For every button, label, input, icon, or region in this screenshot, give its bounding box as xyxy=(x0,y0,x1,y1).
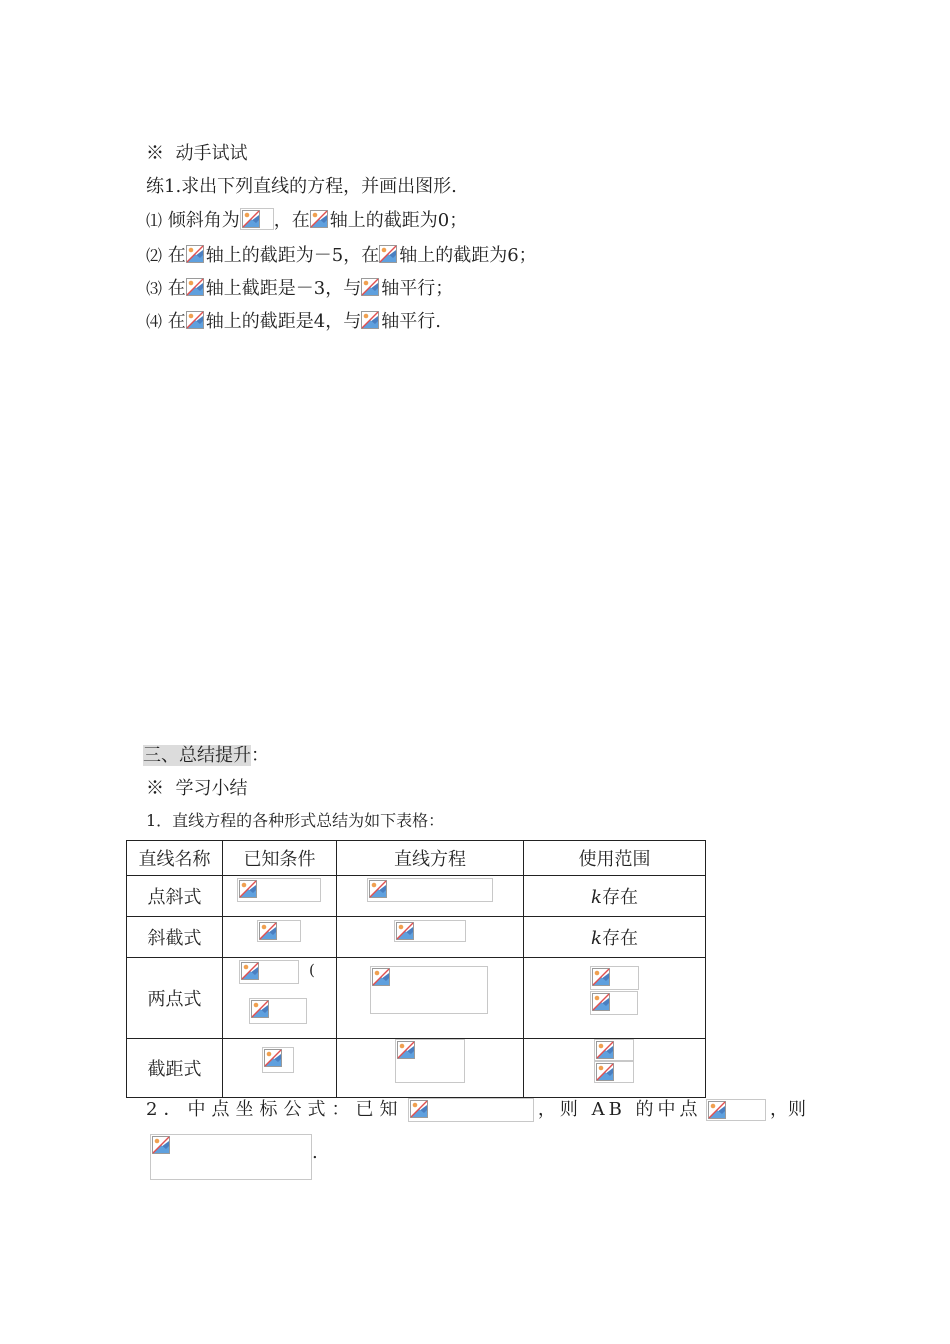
condition-cell xyxy=(223,876,337,917)
reference-mark: ※ xyxy=(146,778,164,799)
section-try-heading xyxy=(146,142,247,166)
exercise-item-4: ⑷ 在 轴上的截距是4，与 轴平行. xyxy=(146,311,441,332)
exercise-item-3: ⑶ 在 轴上截距是－3，与 轴平行； xyxy=(146,278,454,299)
broken-image-icon xyxy=(150,1134,312,1180)
section-title: 动手试试 xyxy=(175,143,248,164)
broken-image-icon xyxy=(257,920,301,942)
table-header-cell: 直线名称 xyxy=(127,841,223,876)
summary-point-2: 2．中点坐标公式：已知 ，则 AB 的中点 ，则 xyxy=(146,1099,806,1120)
broken-image-icon xyxy=(590,991,638,1015)
exercise-intro: 练1.求出下列直线的方程，并画出图形. xyxy=(146,176,457,197)
broken-image-icon xyxy=(379,245,399,265)
summary-point-1: 1．直线方程的各种形式总结为如下表格： xyxy=(146,811,445,830)
equation-cell xyxy=(337,876,524,917)
broken-image-icon xyxy=(370,966,488,1014)
broken-image-icon xyxy=(310,210,330,230)
equation-cell xyxy=(337,1039,524,1098)
table-header-cell: 已知条件 xyxy=(223,841,337,876)
summary-subheading: ※ 学习小结 xyxy=(146,778,248,799)
broken-image-icon xyxy=(590,966,639,990)
equation-cell xyxy=(337,917,524,958)
broken-image-icon xyxy=(186,245,206,265)
row-name: 斜截式 xyxy=(127,917,223,958)
table-header-cell: 使用范围 xyxy=(524,841,706,876)
broken-image-icon xyxy=(249,998,307,1024)
reference-mark: ※ xyxy=(146,143,164,164)
broken-image-icon xyxy=(186,311,206,331)
broken-image-icon xyxy=(395,1039,465,1083)
table-row xyxy=(127,876,706,917)
broken-image-icon xyxy=(706,1099,766,1121)
broken-image-icon xyxy=(594,1039,634,1061)
broken-image-icon xyxy=(361,278,381,298)
exercise-item-2: ⑵ 在 轴上的截距为－5，在 轴上的截距为6； xyxy=(146,245,537,266)
table-header-cell: 直线方程 xyxy=(337,841,524,876)
range-cell xyxy=(524,1039,706,1098)
table-row xyxy=(127,1039,706,1098)
broken-image-icon xyxy=(237,878,321,902)
row-name: 截距式 xyxy=(127,1039,223,1098)
broken-image-icon xyxy=(240,208,274,230)
line-equation-table xyxy=(126,840,706,1098)
broken-image-icon xyxy=(594,1061,634,1083)
broken-image-icon xyxy=(394,920,466,942)
broken-image-icon xyxy=(186,278,206,298)
condition-cell: ( xyxy=(223,958,337,1039)
summary-heading: 三、总结提升： xyxy=(143,745,269,766)
exercise-item-1: ⑴ 倾斜角为 ，在 轴上的截距为0； xyxy=(146,210,468,231)
broken-image-icon xyxy=(262,1047,294,1073)
range-cell: k存在 xyxy=(524,876,706,917)
equation-cell xyxy=(337,958,524,1039)
broken-image-icon xyxy=(408,1098,534,1122)
table-header-row xyxy=(127,841,706,876)
condition-cell xyxy=(223,917,337,958)
row-name: 两点式 xyxy=(127,958,223,1039)
row-name: 点斜式 xyxy=(127,876,223,917)
summary-point-2-cont: . xyxy=(150,1134,318,1180)
table-row xyxy=(127,958,706,1039)
condition-cell xyxy=(223,1039,337,1098)
table-row xyxy=(127,917,706,958)
broken-image-icon xyxy=(361,311,381,331)
broken-image-icon xyxy=(239,960,299,984)
broken-image-icon xyxy=(367,878,493,902)
range-cell xyxy=(524,958,706,1039)
range-cell: k存在 xyxy=(524,917,706,958)
